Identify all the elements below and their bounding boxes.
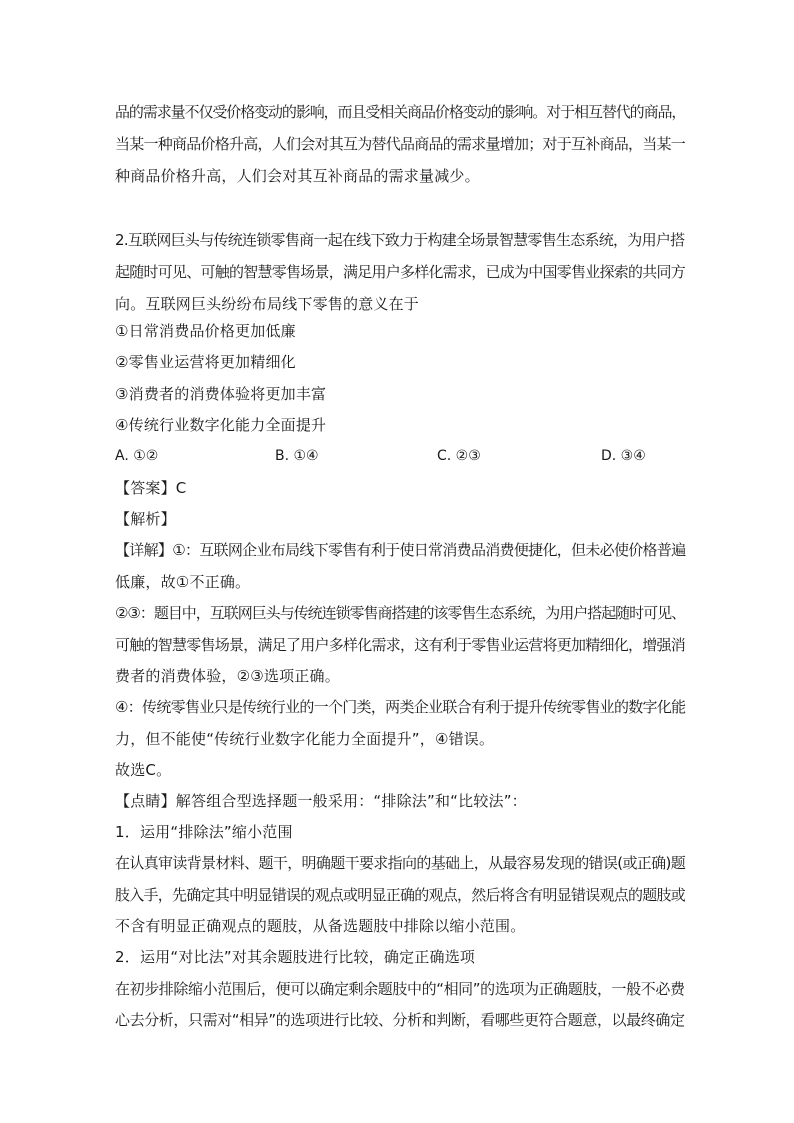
detail-line-7: 力，但不能使“传统行业数字化能力全面提升”，④错误。 bbox=[115, 730, 495, 748]
intro-line-3: 种商品价格升高，人们会对其互补商品的需求量减少。 bbox=[115, 167, 480, 185]
statement-1: ①日常消费品价格更加低廉 bbox=[115, 322, 296, 340]
detail-line-5: 费者的消费体验，②③选项正确。 bbox=[115, 667, 340, 685]
statement-3: ③消费者的消费体验将更加丰富 bbox=[115, 385, 327, 403]
answer: 【答案】C bbox=[115, 479, 187, 497]
detail-line-2: 低廉，故①不正确。 bbox=[115, 573, 251, 591]
tips-line-1: 【点睛】解答组合型选择题一般采用：“排除法”和“比较法”： bbox=[115, 792, 527, 810]
intro-line-2: 当某一种商品价格升高，人们会对其互为替代品商品的需求量增加；对于互补商品，当某一 bbox=[115, 135, 686, 153]
tips-line-2: 1．运用“排除法”缩小范围 bbox=[115, 823, 293, 841]
answer-options bbox=[115, 446, 685, 466]
tips-line-8: 心去分析，只需对“相异”的选项进行比较、分析和判断，看哪些更符合题意，以最终确定 bbox=[115, 1011, 685, 1029]
tips-line-4: 肢入手，先确定其中明显错误的观点或明显正确的观点，然后将含有明显错误观点的题肢或 bbox=[115, 886, 686, 904]
option-b: B. ①④ bbox=[275, 448, 319, 464]
intro-line-1: 品的需求量不仅受价格变动的影响，而且受相关商品价格变动的影响。对于相互替代的商品， bbox=[115, 103, 686, 121]
question-stem-line-3: 向。互联网巨头纷纷布局线下零售的意义在于 bbox=[115, 295, 420, 313]
detail-line-1: 【详解】①：互联网企业布局线下零售有利于使日常消费品消费便捷化，但未必使价格普遍 bbox=[115, 541, 686, 559]
tips-line-3: 在认真审读背景材料、题干，明确题干要求指向的基础上，从最容易发现的错误(或正确)题 bbox=[115, 854, 686, 872]
tips-line-7: 在初步排除缩小范围后，便可以确定剩余题肢中的“相同”的选项为正确题肢，一般不必费 bbox=[115, 980, 685, 998]
option-c: C. ②③ bbox=[437, 448, 481, 464]
tips-line-6: 2．运用“对比法”对其余题肢进行比较，确定正确选项 bbox=[115, 948, 476, 966]
option-d: D. ③④ bbox=[601, 448, 646, 464]
question-stem-line-2: 起随时可见、可触的智慧零售场景，满足用户多样化需求，已成为中国零售业探索的共同方 bbox=[115, 263, 686, 281]
analysis-heading: 【解析】 bbox=[115, 510, 176, 528]
detail-line-4: 可触的智慧零售场景，满足了用户多样化需求，这有利于零售业运营将更加精细化，增强消 bbox=[115, 636, 686, 654]
tips-line-5: 不含有明显正确观点的题肢，从备选题肢中排除以缩小范围。 bbox=[115, 917, 526, 935]
option-a: A. ①② bbox=[115, 448, 159, 464]
question-stem-line-1: 2.互联网巨头与传统连锁零售商一起在线下致力于构建全场景智慧零售生态系统，为用户搭 bbox=[115, 231, 685, 249]
detail-line-8: 故选C。 bbox=[115, 761, 172, 779]
statement-4: ④传统行业数字化能力全面提升 bbox=[115, 416, 327, 434]
detail-line-6: ④：传统零售业只是传统行业的一个门类，两类企业联合有利于提升传统零售业的数字化能 bbox=[115, 698, 686, 716]
statement-2: ②零售业运营将更加精细化 bbox=[115, 353, 296, 371]
detail-line-3: ②③：题目中，互联网巨头与传统连锁零售商搭建的该零售生态系统，为用户搭起随时可见、 bbox=[115, 604, 686, 622]
